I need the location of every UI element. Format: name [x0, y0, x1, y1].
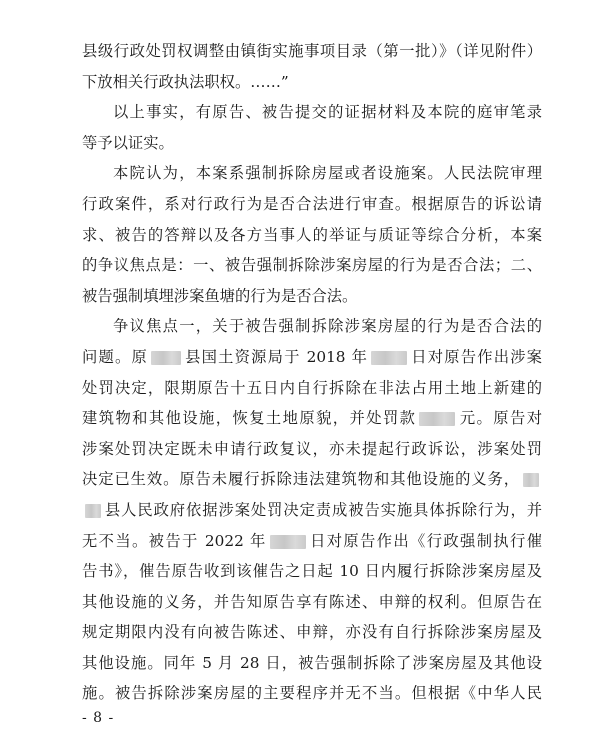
text-line: [82, 464, 542, 495]
body-text: [82, 36, 542, 709]
text-line: [82, 342, 542, 373]
text-segment: 元。原告对: [458, 409, 542, 428]
redaction-mark: [371, 351, 407, 365]
text-line: 下放相关行政执法职权。……”: [82, 72, 289, 91]
text-line: 其他设施。同年 5 月 28 日，被告强制拆除了涉案房屋及其他设: [82, 653, 542, 672]
text-line: 求、被告的答辩以及各方当事人的举证与质证等综合分析，本案: [82, 225, 542, 244]
text-segment: 决定已生效。原告未履行拆除违法建筑物和其他设施的义务，: [82, 470, 520, 489]
text-line: [82, 526, 542, 557]
text-line: 县级行政处罚权调整由镇街实施事项目录（第一批）》（详见附件）: [82, 42, 542, 60]
page-number: - 8 -: [82, 710, 115, 726]
redaction-mark: [270, 535, 306, 549]
text-line: 争议焦点一，关于被告强制拆除涉案房屋的行为是否合法的: [113, 317, 542, 336]
text-line: 涉案处罚决定既未申请行政复议，亦未提起行政诉讼，涉案处罚: [82, 439, 542, 458]
text-line: 以上事实，有原告、被告提交的证据材料及本院的庭审笔录: [113, 103, 542, 122]
text-segment: 日对原告作出《行政强制执行催: [308, 531, 542, 550]
text-segment: 日对原告作出涉案: [410, 347, 542, 366]
redaction-mark: [151, 351, 181, 365]
text-line: 的争议焦点是：一、被告强制拆除涉案房屋的行为是否合法；二、: [82, 256, 542, 275]
text-segment: 建筑物和其他设施，恢复土地原貌，并处罚款: [82, 409, 417, 428]
text-line: 处罚决定，限期原告十五日内自行拆除在非法占用土地上新建的: [82, 378, 542, 397]
text-line: 等予以证实。: [82, 133, 174, 152]
redaction-mark: [85, 504, 101, 518]
text-segment: 无不当。被告于 2022 年: [82, 531, 267, 550]
text-line: 被告强制填埋涉案鱼塘的行为是否合法。: [82, 286, 358, 305]
text-line: 行政案件，系对行政行为是否合法进行审查。根据原告的诉讼请: [82, 194, 542, 213]
text-line: 其他设施的义务，并告知原告享有陈述、申辩的权利。但原告在: [82, 592, 542, 611]
text-line: 本院认为，本案系强制拆除房屋或者设施案。人民法院审理: [113, 164, 542, 183]
text-segment: 县国土资源局于 2018 年: [183, 347, 369, 366]
redaction-mark: [419, 412, 455, 426]
text-line: 告书》，催告原告收到该催告之日起 10 日内履行拆除涉案房屋及: [82, 562, 542, 581]
text-line: [82, 403, 542, 434]
text-line: 施。被告拆除涉案房屋的主要程序并无不当。但根据《中华人民: [82, 684, 542, 703]
text-line: 规定期限内没有向被告陈述、申辩，亦没有自行拆除涉案房屋及: [82, 623, 542, 642]
redaction-mark: [523, 473, 539, 487]
text-segment: 问题。原: [82, 347, 148, 366]
text-line: [82, 495, 542, 526]
text-segment: 县人民政府依据涉案处罚决定责成被告实施具体拆除行为，并: [104, 500, 542, 519]
